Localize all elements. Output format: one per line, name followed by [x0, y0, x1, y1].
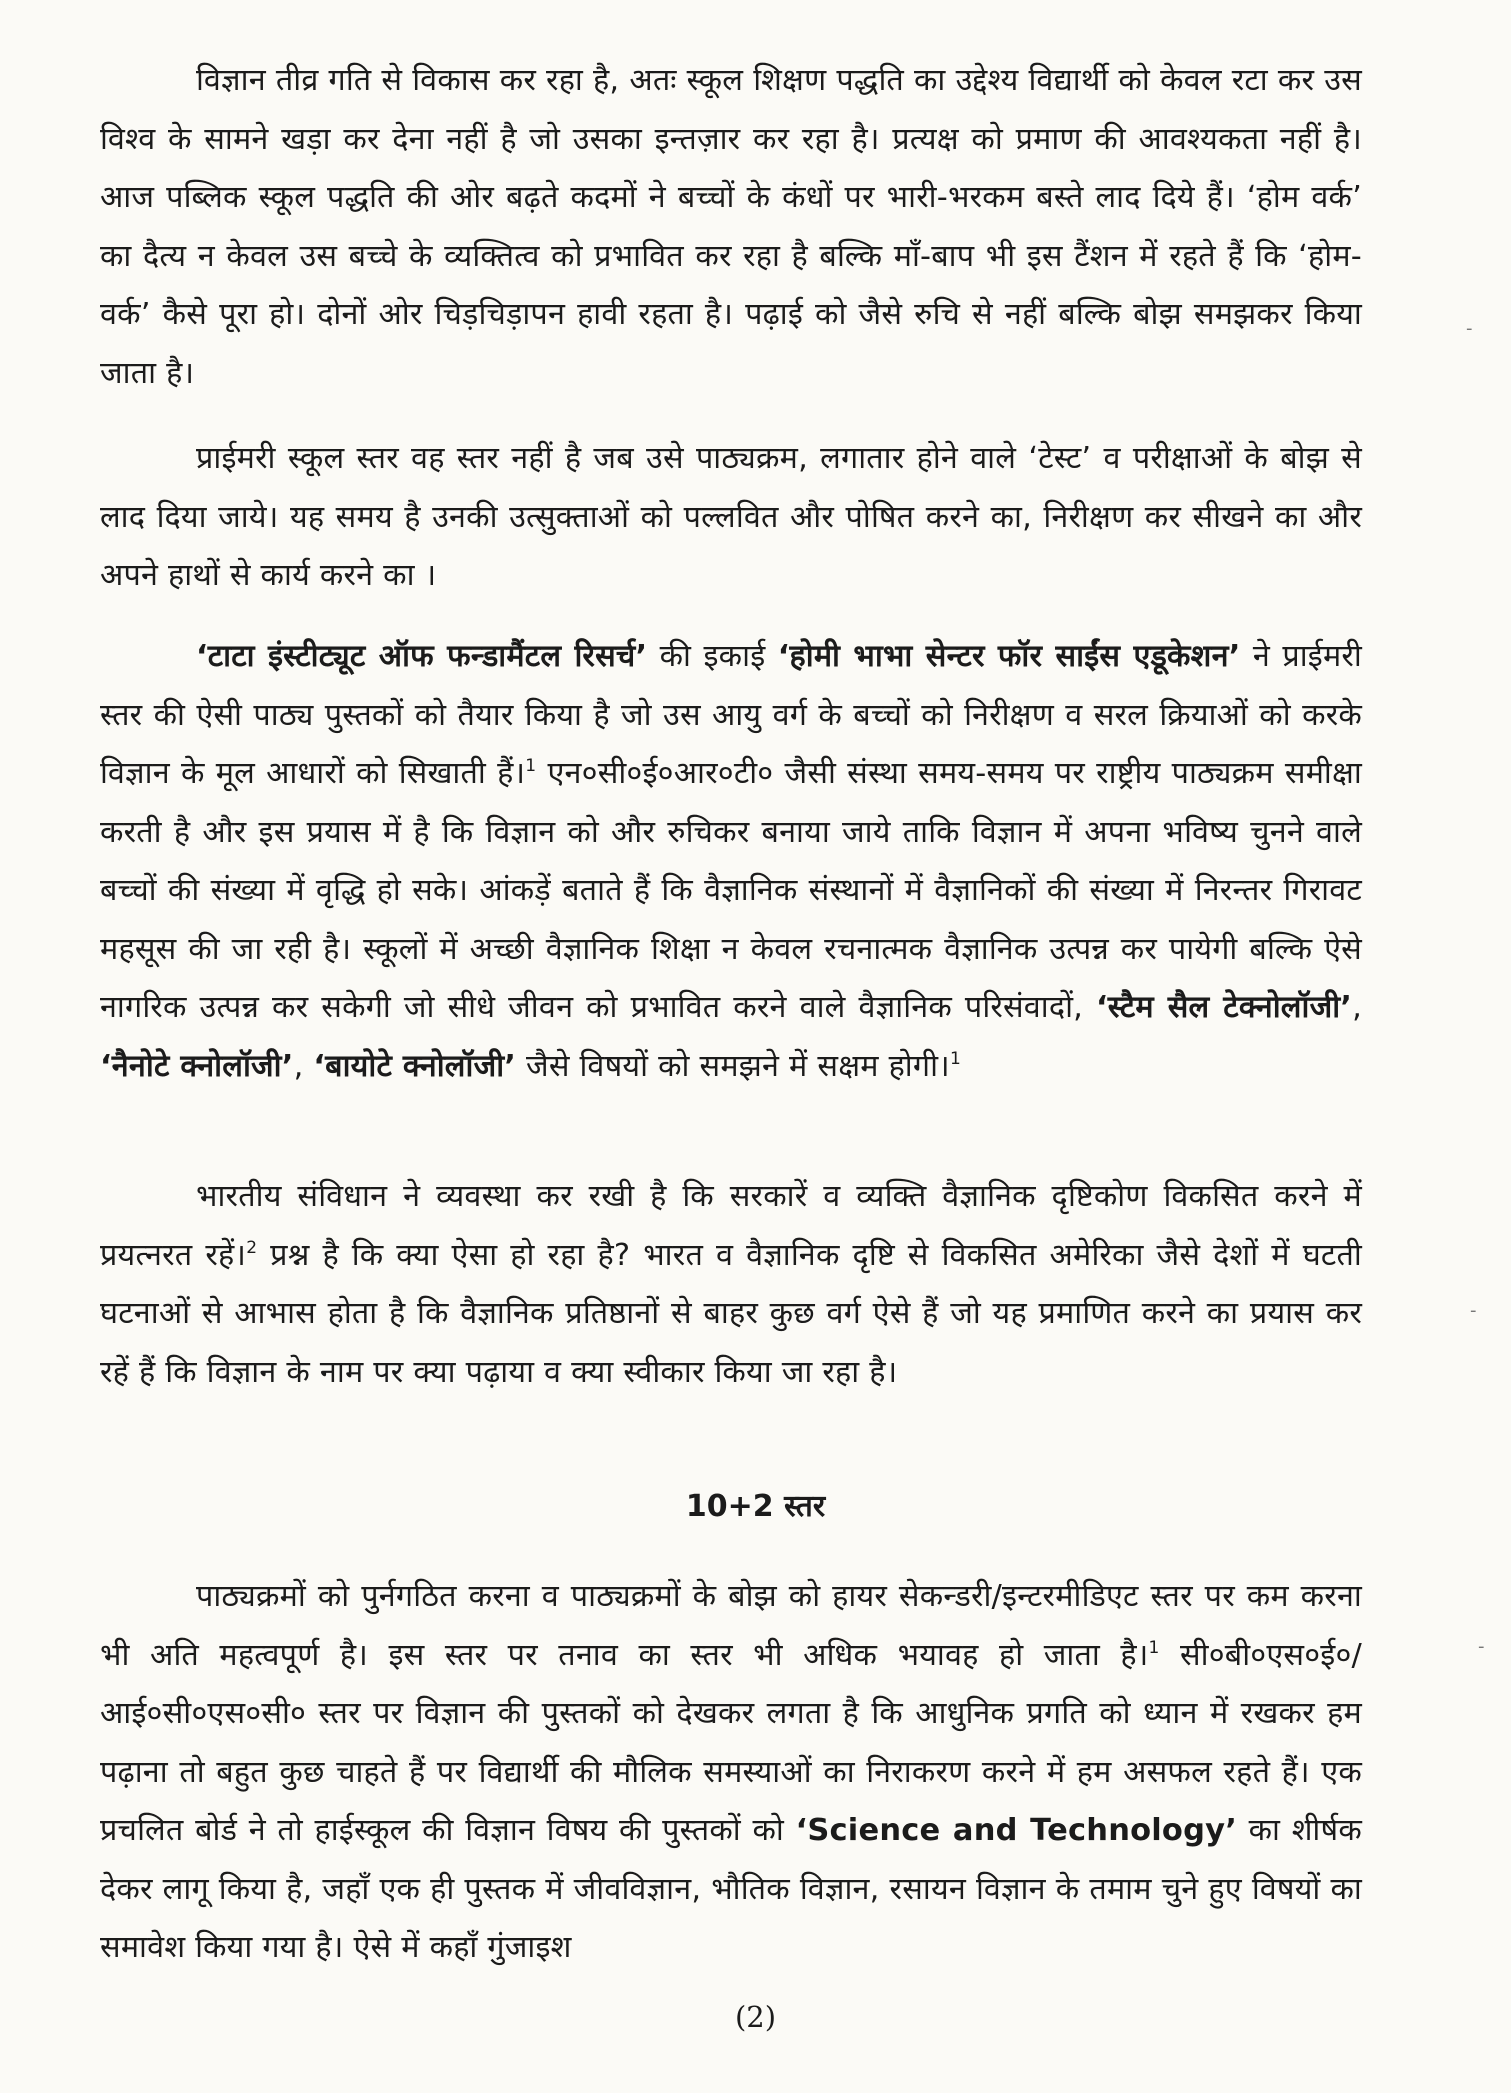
- footnote-ref: 1: [1148, 1637, 1160, 1658]
- text-run: एन०सी०ई०आर०टी० जैसी संस्था समय-समय पर राष्ट्रीय पाठ्यक्रम समीक्षा करती है और इस प्रयास में है कि विज्ञान को और रुचिकर बनाया जाये ताकि विज्ञान में अपना भविष्य चुनने वाले बच्चों की संख्या में वृद्धि हो सके। आंकड़ें बताते हैं कि वैज्ञानिक संस्थानों में वैज्ञानिकों की संख्या में निरन्तर गिरावट महसूस की जा रही है। स्कूलों में अच्छी वैज्ञानिक शिक्षा न केवल रचनात्मक वैज्ञानिक उत्पन्न कर पायेगी बल्कि ऐसे नागरिक उत्पन्न कर सकेगी जो सीधे जीवन को प्रभावित करने वाले वैज्ञानिक परिसंवादों,: [100, 756, 1362, 1025]
- paragraph-3-block: [100, 628, 1362, 1096]
- section-heading: 10+2 स्तर: [685, 1489, 826, 1524]
- paragraph-4-block: [100, 1168, 1362, 1402]
- page-number: (2): [734, 2000, 777, 2034]
- bold-term: ‘नैनोटे क्नोलॉजी’: [100, 1048, 294, 1084]
- text-run: प्राईमरी स्कूल स्तर वह स्तर नहीं है जब उसे पाठ्यक्रम, लगातार होने वाले ‘टेस्ट’ व परीक्षाओं के बोझ से लाद दिया जाये। यह समय है उनकी उत्सुक्ताओं को पल्लवित और पोषित करने का, निरीक्षण कर सीखने का और अपने हाथों से कार्य करने का ।: [100, 441, 1362, 593]
- footnote-ref: 2: [246, 1237, 258, 1258]
- text-run: ,: [293, 1048, 314, 1084]
- text-run: सी०बी०एस०ई०/आई०सी०एस०सी० स्तर पर विज्ञान की पुस्तकों को देखकर लगता है कि आधुनिक प्रगति को ध्यान में रखकर हम पढ़ाना तो बहुत कुछ चाहते हैं पर विद्यार्थी की मौलिक समस्याओं का निराकरण करने में हम असफल रहते हैं। एक प्रचलित बोर्ड ने तो हाईस्कूल की विज्ञान विषय की पुस्तकों को: [100, 1637, 1363, 1848]
- paragraph-2: [100, 430, 1362, 606]
- margin-mark: -: [1478, 1636, 1485, 1657]
- text-run: की इकाई: [647, 639, 778, 674]
- paragraph-3: [100, 628, 1362, 1096]
- paragraph-4: [100, 1168, 1362, 1402]
- footnote-ref: 1: [949, 1048, 961, 1069]
- footnote-ref: 1: [525, 756, 537, 776]
- bold-term: ‘टाटा इंस्टीट्यूट ऑफ फन्डामैंटल रिसर्च’: [196, 639, 648, 674]
- paragraph-1-block: [100, 52, 1362, 403]
- paragraph-5-block: [100, 1568, 1362, 1978]
- margin-mark: -: [1466, 318, 1473, 339]
- text-run: विज्ञान तीव्र गति से विकास कर रहा है, अतः स्कूल शिक्षण पद्धति का उद्देश्य विद्यार्थी को केवल रटा कर उस विश्व के सामने खड़ा कर देना नहीं है जो उसका इन्तज़ार कर रहा है। प्रत्यक्ष को प्रमाण की आवश्यकता नहीं है। आज पब्लिक स्कूल पद्धति की ओर बढ़ते कदमों ने बच्चों के कंधों पर भारी-भरकम बस्ते लाद दिये हैं। ‘होम वर्क’ का दैत्य न केवल उस बच्चे के व्यक्तित्व को प्रभावित कर रहा है बल्कि माँ-बाप भी इस टैंशन में रहते हैं कि ‘होम-वर्क’ कैसे पूरा हो। दोनों ओर चिड़चिड़ापन हावी रहता है। पढ़ाई को जैसे रुचि से नहीं बल्कि बोझ समझकर किया जाता है।: [100, 63, 1362, 391]
- text-run: भारतीय संविधान ने व्यवस्था कर रखी है कि सरकारें व व्यक्ति वैज्ञानिक दृष्टिकोण विकसित करने में प्रयत्नरत रहें।: [100, 1179, 1362, 1273]
- bold-term: ‘होमी भाभा सेन्टर फॉर साईंस एडूकेशन’: [777, 639, 1241, 674]
- bold-term: ‘Science and Technology’: [795, 1813, 1237, 1848]
- text-run: पाठ्यक्रमों को पुर्नगठित करना व पाठ्यक्रमों के बोझ को हायर सेकन्डरी/इन्टरमीडिएट स्तर पर कम करना भी अति महत्वपूर्ण है। इस स्तर पर तनाव का स्तर भी अधिक भयावह हो जाता है।: [100, 1579, 1362, 1673]
- text-run: ने प्राईमरी स्तर की ऐसी पाठ्य पुस्तकों को तैयार किया है जो उस आयु वर्ग के बच्चों को निरीक्षण व सरल क्रियाओं को करके विज्ञान के मूल आधारों को सिखाती हैं।: [100, 639, 1362, 791]
- text-run: का शीर्षक देकर लागू किया है, जहाँ एक ही पुस्तक में जीवविज्ञान, भौतिक विज्ञान, रसायन विज्ञान के तमाम चुने हुए विषयों का समावेश किया गया है। ऐसे में कहाँ गुंजाइश: [100, 1813, 1362, 1965]
- margin-mark: -: [1470, 1300, 1477, 1321]
- paragraph-5: [100, 1568, 1362, 1978]
- bold-term: ‘स्टैम सैल टेक्नोलॉजी’: [1096, 990, 1353, 1025]
- paragraph-2-block: [100, 430, 1362, 606]
- text-run: प्रश्न है कि क्या ऐसा हो रहा है? भारत व वैज्ञानिक दृष्टि से विकसित अमेरिका जैसे देशों में घटती घटनाओं से आभास होता है कि वैज्ञानिक प्रतिष्ठानों से बाहर कुछ वर्ग ऐसे हैं जो यह प्रमाणित करने का प्रयास कर रहें हैं कि विज्ञान के नाम पर क्या पढ़ाया व क्या स्वीकार किया जा रहा है।: [100, 1237, 1362, 1390]
- text-run: जैसे विषयों को समझने में सक्षम होगी।: [516, 1048, 950, 1084]
- text-run: ,: [1352, 990, 1362, 1025]
- bold-term: ‘बायोटे क्नोलॉजी’: [313, 1048, 517, 1084]
- paragraph-1: [100, 52, 1362, 403]
